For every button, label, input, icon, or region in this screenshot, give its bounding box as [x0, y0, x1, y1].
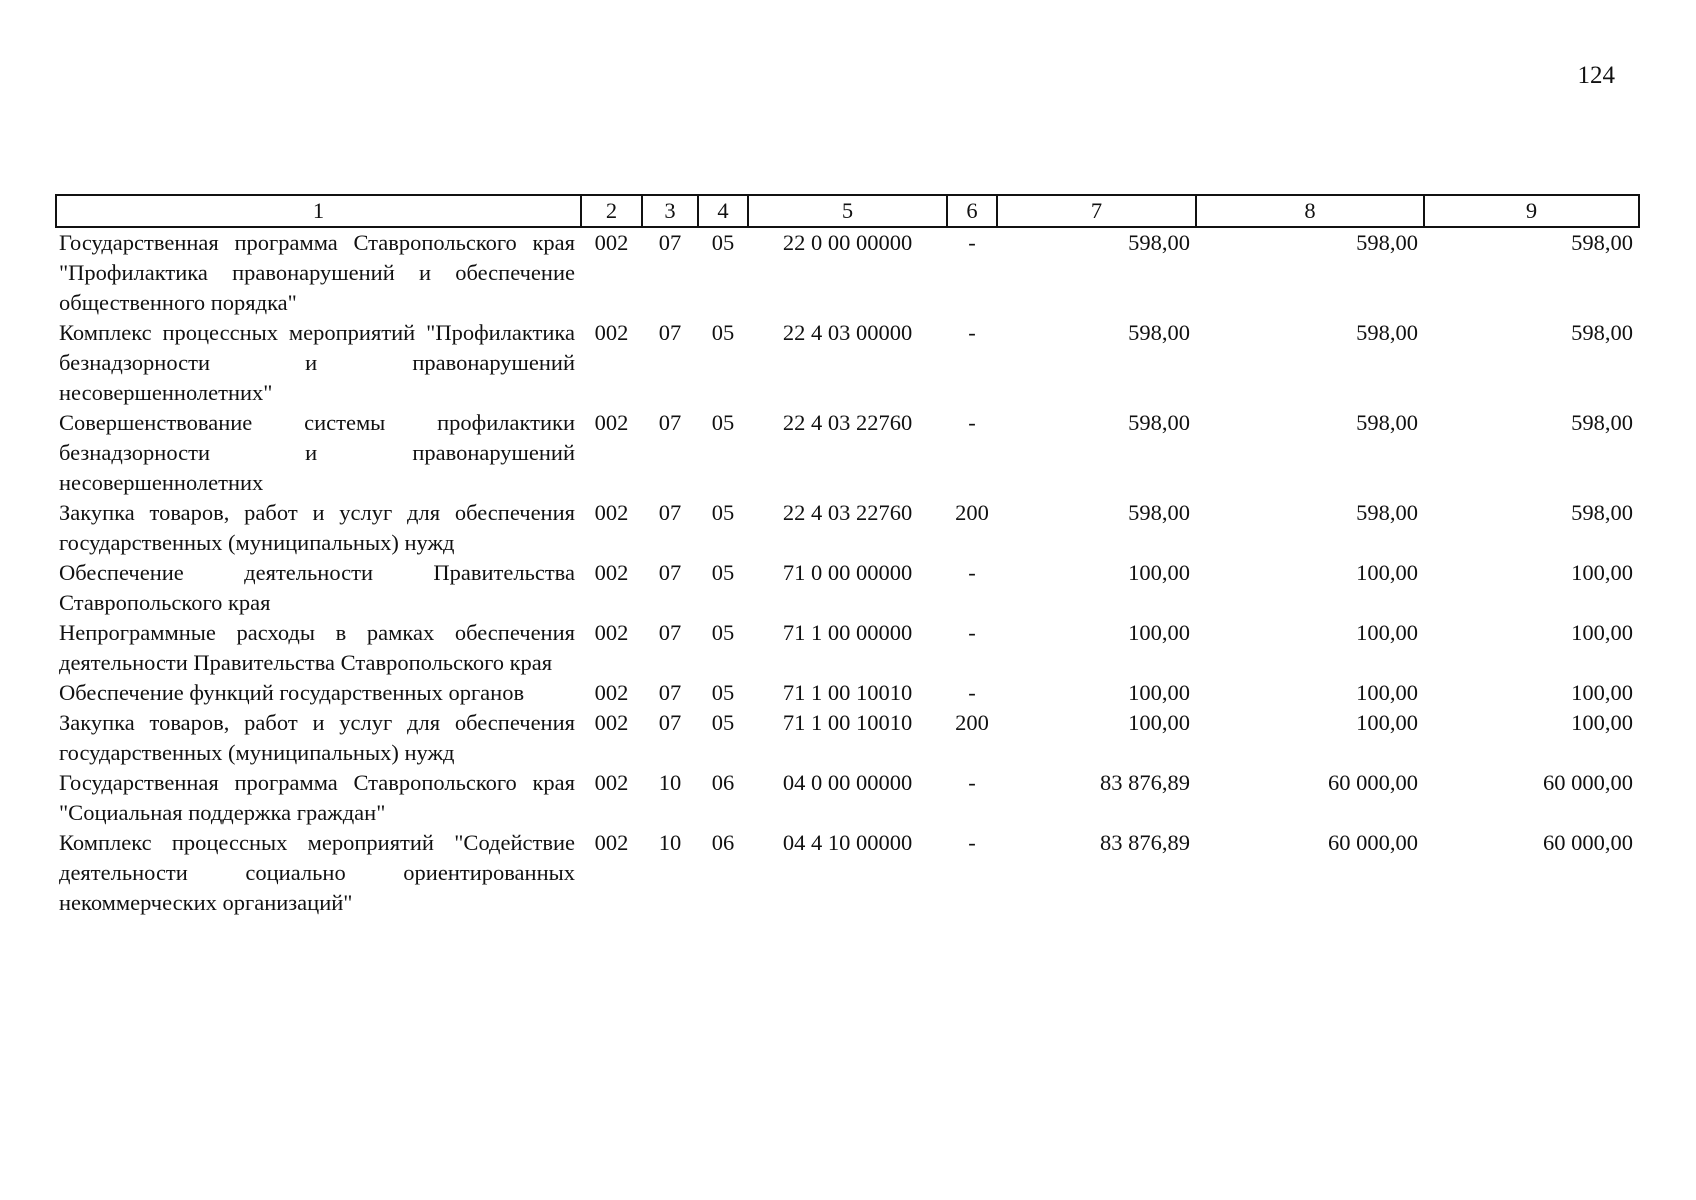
- expense-type-code: -: [968, 620, 976, 645]
- amount-col-8: 100,00: [1356, 710, 1418, 735]
- amount-col-9: 100,00: [1571, 710, 1633, 735]
- section-code: 10: [658, 830, 682, 855]
- amount-col-9: 100,00: [1571, 620, 1633, 645]
- admin-code: 002: [594, 230, 629, 255]
- amount-col-9: 598,00: [1571, 230, 1633, 255]
- amount-col-7: 100,00: [1128, 710, 1190, 735]
- column-header: 2: [581, 195, 642, 227]
- column-header: 9: [1424, 195, 1639, 227]
- amount-col-8: 100,00: [1356, 680, 1418, 705]
- section-code: 10: [658, 770, 682, 795]
- subsection-code: 06: [711, 830, 735, 855]
- amount-col-7: 100,00: [1128, 680, 1190, 705]
- target-article-code: 71 1 00 10010: [782, 680, 913, 705]
- table-row: [56, 408, 1639, 498]
- subsection-code: 05: [711, 560, 735, 585]
- amount-col-8: 598,00: [1356, 320, 1418, 345]
- amount-col-9: 60 000,00: [1543, 830, 1633, 855]
- amount-col-8: 60 000,00: [1328, 770, 1418, 795]
- amount-col-7: 598,00: [1128, 320, 1190, 345]
- admin-code: 002: [594, 620, 629, 645]
- item-name: Комплекс процессных мероприятий "Содействие деятельности социально ориентированных некоммерческих организаций": [59, 830, 575, 915]
- target-article-code: 71 0 00 00000: [782, 560, 913, 585]
- admin-code: 002: [594, 320, 629, 345]
- amount-col-7: 100,00: [1128, 620, 1190, 645]
- target-article-code: 71 1 00 00000: [782, 620, 913, 645]
- page-number: 124: [1577, 62, 1615, 89]
- subsection-code: 05: [711, 620, 735, 645]
- expense-type-code: 200: [955, 500, 989, 525]
- section-code: 07: [658, 320, 682, 345]
- item-name: Совершенствование системы профилактики безнадзорности и правонарушений несовершеннолетних: [59, 410, 575, 495]
- target-article-code: 22 4 03 22760: [782, 410, 913, 435]
- section-code: 07: [658, 680, 682, 705]
- expense-type-code: -: [968, 560, 976, 585]
- section-code: 07: [658, 500, 682, 525]
- target-article-code: 04 0 00 00000: [782, 770, 913, 795]
- amount-col-7: 83 876,89: [1100, 770, 1190, 795]
- column-header: 8: [1196, 195, 1424, 227]
- target-article-code: 22 0 00 00000: [782, 230, 913, 255]
- amount-col-8: 100,00: [1356, 560, 1418, 585]
- subsection-code: 05: [711, 410, 735, 435]
- table-row: [56, 768, 1639, 828]
- subsection-code: 06: [711, 770, 735, 795]
- subsection-code: 05: [711, 680, 735, 705]
- amount-col-8: 60 000,00: [1328, 830, 1418, 855]
- column-header: 1: [56, 195, 581, 227]
- section-code: 07: [658, 560, 682, 585]
- table-row: [56, 558, 1639, 618]
- amount-col-8: 598,00: [1356, 410, 1418, 435]
- amount-col-8: 100,00: [1356, 620, 1418, 645]
- section-code: 07: [658, 620, 682, 645]
- amount-col-9: 100,00: [1571, 560, 1633, 585]
- table-row: [56, 227, 1639, 318]
- section-code: 07: [658, 410, 682, 435]
- expense-type-code: -: [968, 320, 976, 345]
- admin-code: 002: [594, 410, 629, 435]
- table-row: [56, 828, 1639, 918]
- budget-table: [55, 194, 1640, 918]
- table-row: [56, 618, 1639, 678]
- admin-code: 002: [594, 500, 629, 525]
- column-header: 5: [748, 195, 947, 227]
- expense-type-code: -: [968, 830, 976, 855]
- column-header: 6: [947, 195, 997, 227]
- expense-type-code: -: [968, 770, 976, 795]
- item-name: Закупка товаров, работ и услуг для обеспечения государственных (муниципальных) нужд: [59, 710, 575, 765]
- amount-col-9: 598,00: [1571, 410, 1633, 435]
- expense-type-code: -: [968, 410, 976, 435]
- amount-col-9: 60 000,00: [1543, 770, 1633, 795]
- table-header: [56, 195, 1639, 227]
- subsection-code: 05: [711, 710, 735, 735]
- expense-type-code: -: [968, 230, 976, 255]
- table-row: [56, 498, 1639, 558]
- subsection-code: 05: [711, 500, 735, 525]
- admin-code: 002: [594, 710, 629, 735]
- section-code: 07: [658, 230, 682, 255]
- amount-col-7: 598,00: [1128, 230, 1190, 255]
- amount-col-9: 598,00: [1571, 320, 1633, 345]
- column-header: 4: [698, 195, 748, 227]
- column-header: 3: [642, 195, 698, 227]
- table-row: [56, 708, 1639, 768]
- target-article-code: 22 4 03 00000: [782, 320, 913, 345]
- amount-col-7: 598,00: [1128, 500, 1190, 525]
- target-article-code: 71 1 00 10010: [782, 710, 913, 735]
- table-body: [56, 227, 1639, 918]
- table-row: [56, 318, 1639, 408]
- expense-type-code: -: [968, 680, 976, 705]
- item-name: Обеспечение функций государственных органов: [59, 680, 525, 705]
- amount-col-8: 598,00: [1356, 500, 1418, 525]
- column-header: 7: [997, 195, 1196, 227]
- subsection-code: 05: [711, 320, 735, 345]
- item-name: Государственная программа Ставропольского края "Социальная поддержка граждан": [59, 770, 575, 825]
- amount-col-7: 598,00: [1128, 410, 1190, 435]
- target-article-code: 04 4 10 00000: [782, 830, 913, 855]
- amount-col-8: 598,00: [1356, 230, 1418, 255]
- admin-code: 002: [594, 830, 629, 855]
- table-row: [56, 678, 1639, 708]
- target-article-code: 22 4 03 22760: [782, 500, 913, 525]
- admin-code: 002: [594, 770, 629, 795]
- admin-code: 002: [594, 680, 629, 705]
- amount-col-7: 100,00: [1128, 560, 1190, 585]
- subsection-code: 05: [711, 230, 735, 255]
- amount-col-9: 100,00: [1571, 680, 1633, 705]
- item-name: Государственная программа Ставропольского края "Профилактика правонарушений и обеспечение общественного порядка": [59, 230, 575, 315]
- item-name: Комплекс процессных мероприятий "Профилактика безнадзорности и правонарушений несовершеннолетних": [59, 320, 575, 405]
- item-name: Обеспечение деятельности Правительства Ставропольского края: [59, 560, 575, 615]
- section-code: 07: [658, 710, 682, 735]
- expense-type-code: 200: [955, 710, 989, 735]
- item-name: Закупка товаров, работ и услуг для обеспечения государственных (муниципальных) нужд: [59, 500, 575, 555]
- amount-col-9: 598,00: [1571, 500, 1633, 525]
- admin-code: 002: [594, 560, 629, 585]
- item-name: Непрограммные расходы в рамках обеспечения деятельности Правительства Ставропольского края: [59, 620, 575, 675]
- header-row: [56, 195, 1639, 227]
- amount-col-7: 83 876,89: [1100, 830, 1190, 855]
